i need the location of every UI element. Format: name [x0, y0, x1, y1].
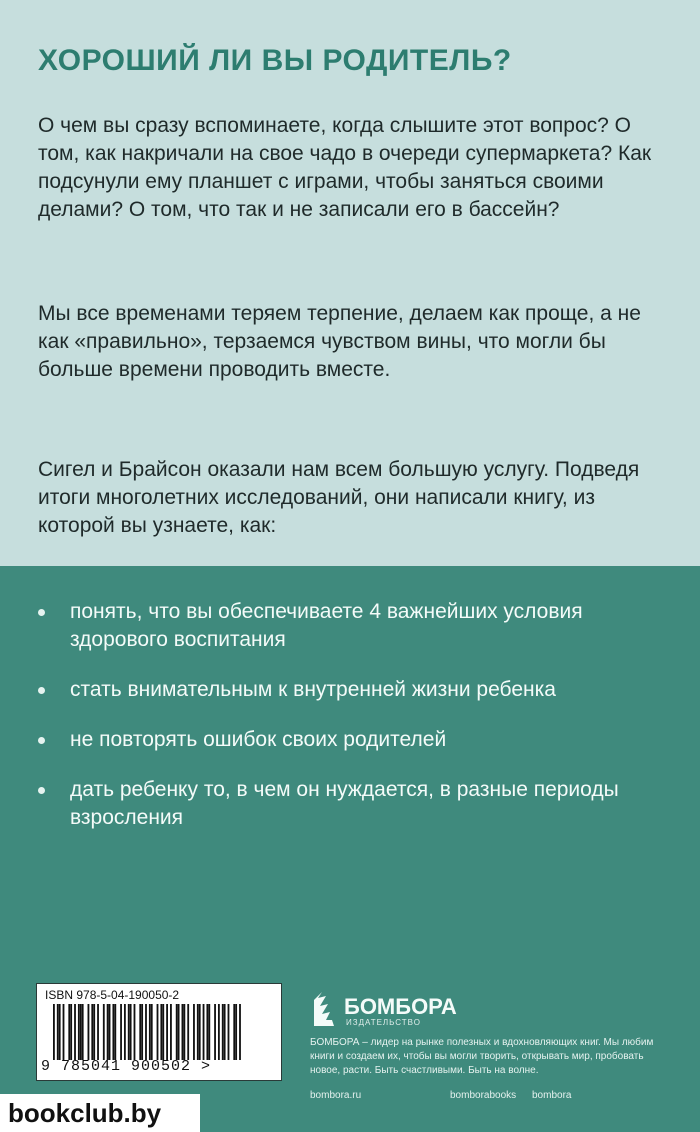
wave-logo-icon: [310, 990, 338, 1030]
social-books[interactable]: bomborabooks: [450, 1090, 517, 1101]
list-item: понять, что вы обеспечиваете 4 важнейших условия здорового воспитания: [36, 598, 656, 654]
page-title: ХОРОШИЙ ЛИ ВЫ РОДИТЕЛЬ?: [38, 44, 512, 77]
bullet-icon: [38, 687, 45, 694]
publisher-name: БОМБОРА: [344, 994, 457, 1019]
isbn-label: ISBN 978-5-04-190050-2: [45, 988, 180, 1002]
paragraph-intro: О чем вы сразу вспоминаете, когда слышите этот вопрос? О том, как накричали на свое чадо в очереди супермаркета? Как подсунули ему планшет с играми, чтобы заняться своими делами? О том, что так и не записали его в бассейн?: [38, 114, 652, 221]
list-item: стать внимательным к внутренней жизни ребенка: [36, 676, 656, 704]
benefits-list: [36, 598, 656, 854]
list-item: не повторять ошибок своих родителей: [36, 726, 656, 754]
watermark: bookclub.by: [0, 1094, 200, 1132]
publisher-subtitle: ИЗДАТЕЛЬСТВО: [346, 1018, 421, 1027]
social-site[interactable]: bombora.ru: [310, 1090, 362, 1101]
paragraph-authors: Сигел и Брайсон оказали нам всем большую услугу. Подведя итоги многолетних исследований, они написали книгу, из которой вы узнаете, как:: [38, 458, 640, 537]
bullet-icon: [38, 787, 45, 794]
paragraph-patience: Мы все временами теряем терпение, делаем как проще, а не как «правильно», терзаемся чувством вины, что могли бы больше времени проводить вместе.: [38, 302, 641, 381]
publisher-description: БОМБОРА – лидер на рынке полезных и вдохновляющих книг. Мы любим книги и создаем их, чтобы вы могли творить, открывать мир, пробовать новое, расти. Быть счастливыми. Быть на волне.: [310, 1037, 654, 1076]
list-item: дать ребенку то, в чем он нуждается, в разные периоды взросления: [36, 776, 656, 832]
barcode-icon: [53, 1004, 241, 1060]
bullet-icon: [38, 609, 45, 616]
bullet-icon: [38, 737, 45, 744]
social-handle[interactable]: bombora: [532, 1090, 572, 1101]
barcode: [36, 983, 282, 1081]
barcode-digits: 9 785041 900502 >: [41, 1058, 212, 1075]
